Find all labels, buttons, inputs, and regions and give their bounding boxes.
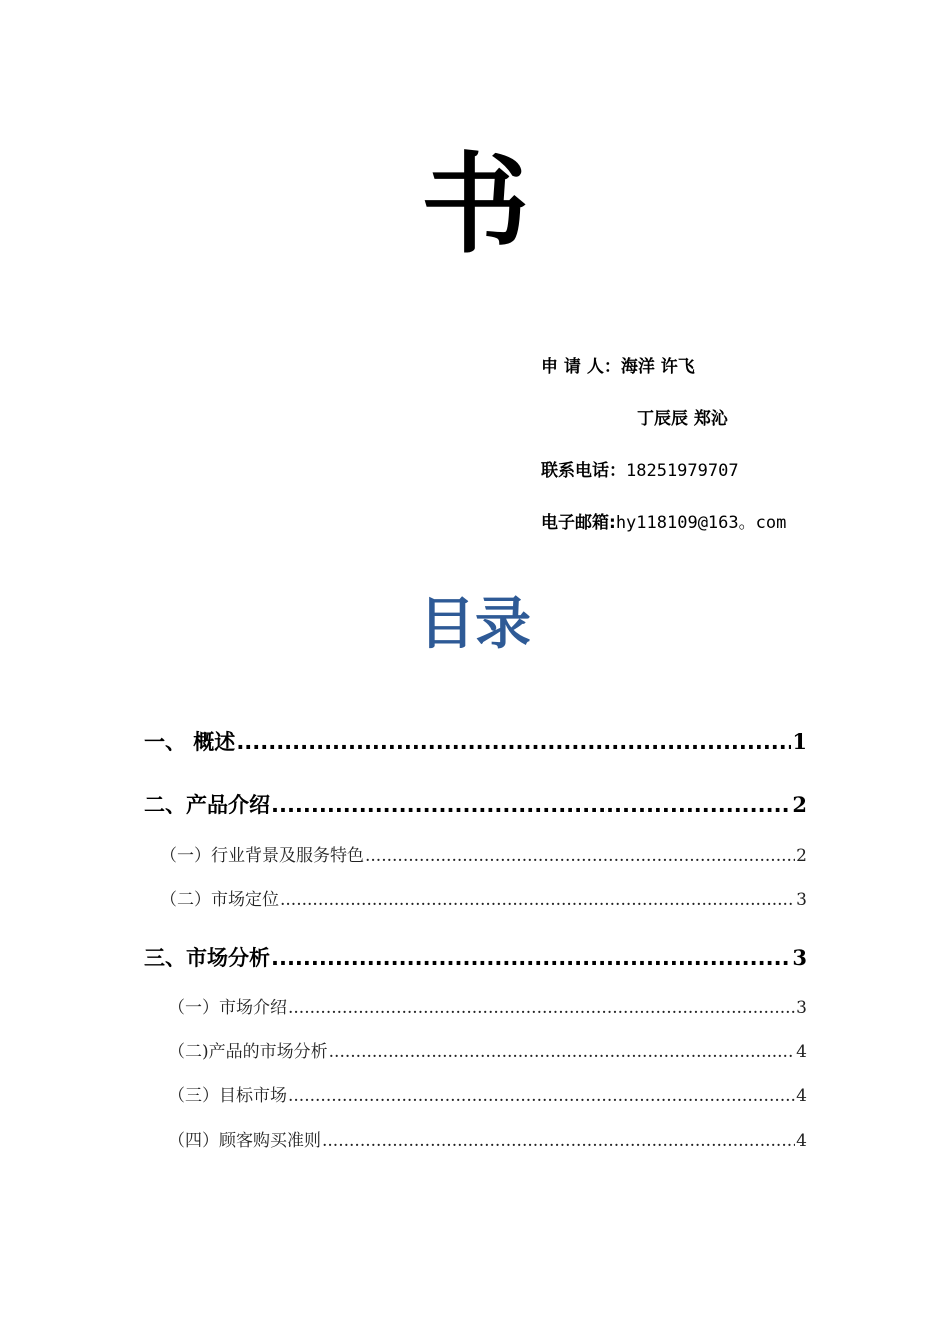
toc-entry-page: 4 (796, 1086, 807, 1106)
email-label: 电子邮箱: (541, 513, 616, 533)
toc-entry-label: （四）顾客购买准则 (168, 1131, 321, 1151)
toc-entry-page: 4 (796, 1042, 807, 1062)
phone-value: 18251979707 (626, 461, 739, 481)
toc-entry-label: 一、 概述 (144, 730, 236, 754)
toc-leader-dots (236, 728, 791, 756)
toc-entry-page: 2 (796, 846, 807, 866)
toc-entry-label: （二）市场定位 (160, 890, 279, 910)
toc-leader-dots (365, 845, 795, 867)
toc-leader-dots (288, 997, 795, 1019)
toc-leader-dots (271, 791, 791, 819)
toc-entry-page: 3 (796, 890, 807, 910)
toc-leader-dots (271, 944, 791, 972)
toc-entry-page: 3 (796, 998, 807, 1018)
applicant-names-2: 丁辰辰 郑沁 (637, 409, 728, 429)
toc-title: 目录 (419, 592, 531, 657)
toc-entry-label: （二)产品的市场分析 (168, 1042, 328, 1062)
toc-entry-overview[interactable] (144, 728, 807, 756)
toc-leader-dots (322, 1130, 795, 1152)
toc-entry-page: 4 (796, 1131, 807, 1151)
email-value: hy118109@163。com (615, 513, 787, 533)
toc-entry-label: （一）行业背景及服务特色 (160, 846, 364, 866)
toc-entry-label: 三、市场分析 (144, 946, 270, 970)
toc-entry-product-market[interactable] (168, 1041, 807, 1063)
toc-entry-target-market[interactable] (168, 1085, 807, 1107)
applicant-row-2 (637, 408, 728, 430)
phone-label: 联系电话： (541, 461, 626, 481)
toc-entry-page: 2 (792, 792, 807, 817)
toc-entry-label: （一）市场介绍 (168, 998, 287, 1018)
applicant-label: 申 请 人： (541, 357, 621, 377)
toc-entry-buying-criteria[interactable] (168, 1130, 807, 1152)
toc-leader-dots (280, 889, 795, 911)
phone-row (541, 460, 739, 482)
applicant-row (541, 356, 695, 378)
toc-entry-product[interactable] (144, 791, 807, 819)
toc-entry-label: （三）目标市场 (168, 1086, 287, 1106)
cover-title-char: 书 (420, 142, 529, 268)
applicant-names-1: 海洋 许飞 (620, 357, 695, 377)
email-row (541, 512, 786, 534)
toc-leader-dots (288, 1085, 795, 1107)
toc-entry-industry[interactable] (160, 845, 807, 867)
toc-entry-page: 1 (792, 729, 807, 754)
toc-entry-positioning[interactable] (160, 889, 807, 911)
toc-entry-market-intro[interactable] (168, 997, 807, 1019)
toc-entry-label: 二、产品介绍 (144, 793, 270, 817)
toc-entry-market-analysis[interactable] (144, 944, 807, 972)
toc-leader-dots (329, 1041, 796, 1063)
toc-entry-page: 3 (792, 945, 807, 970)
